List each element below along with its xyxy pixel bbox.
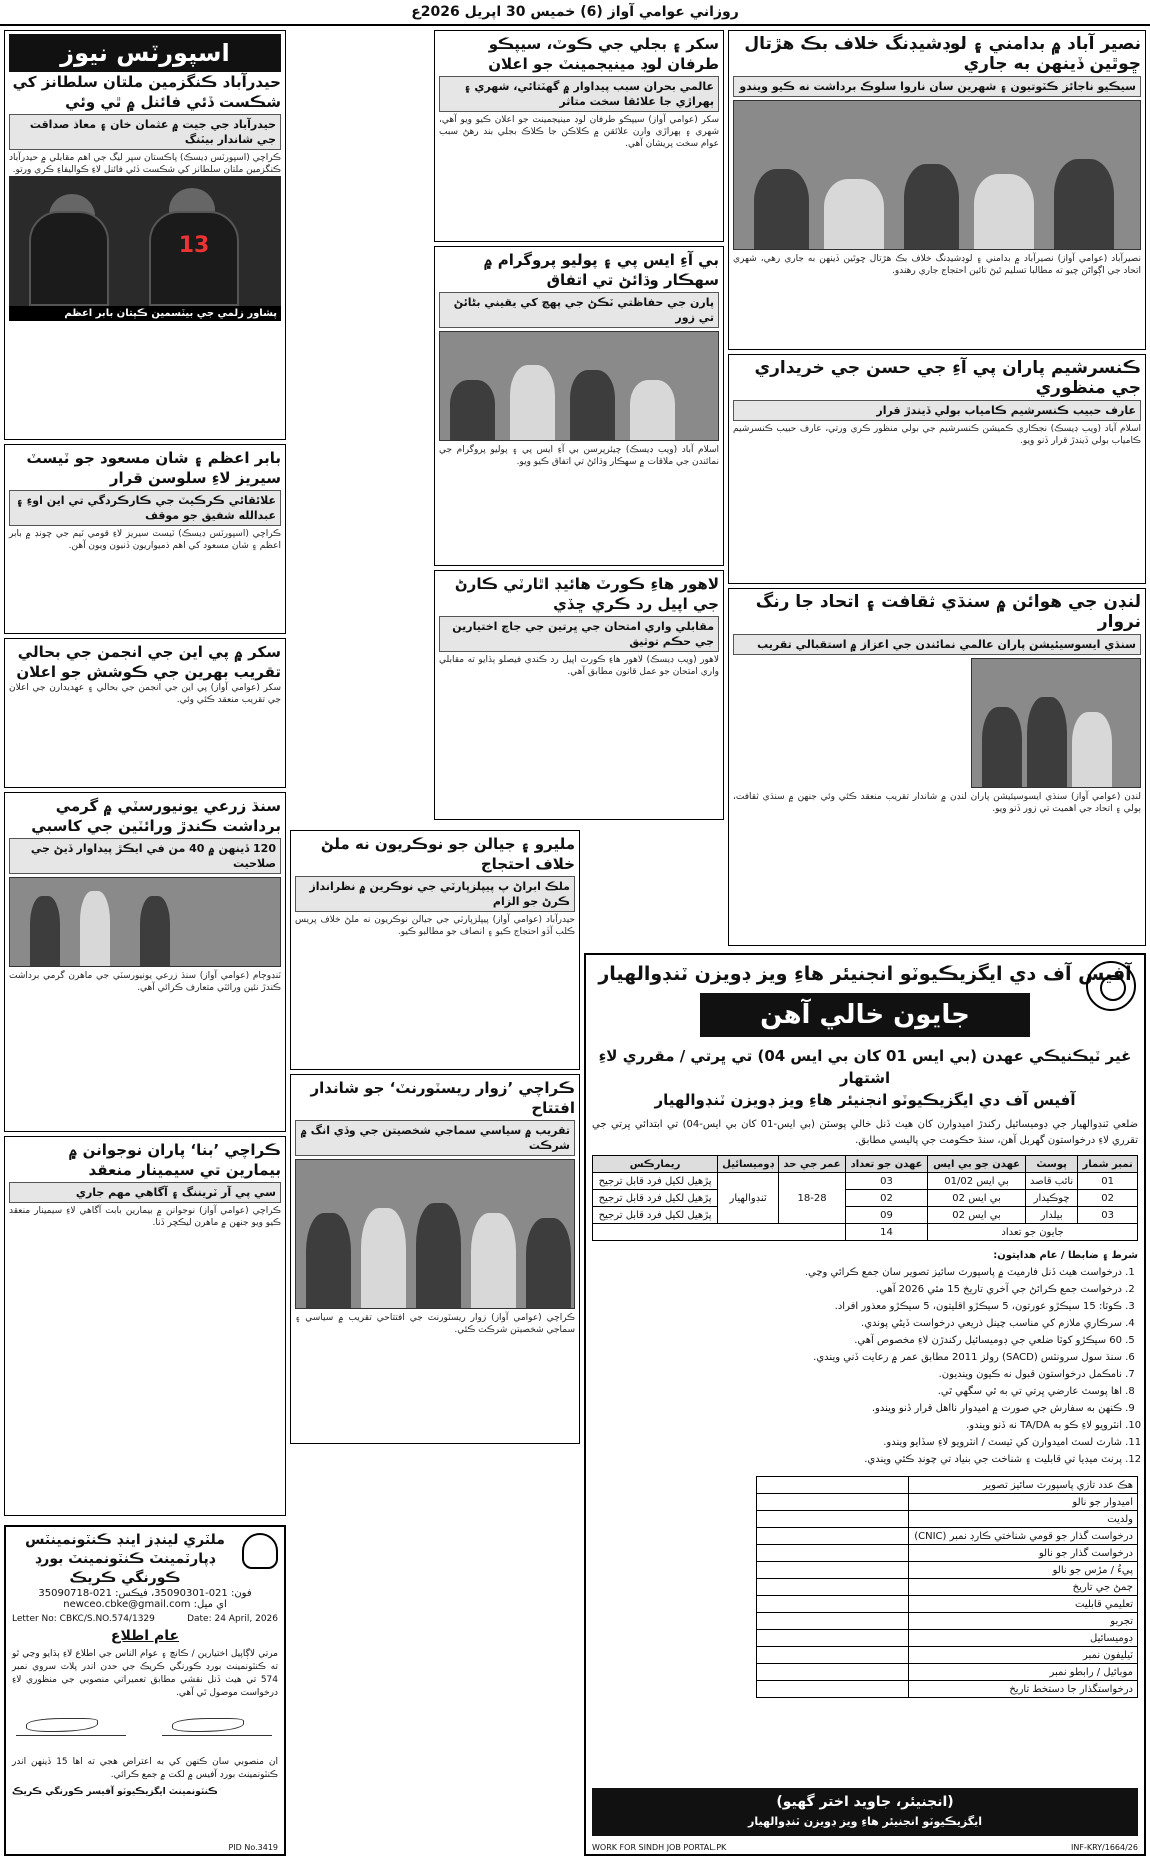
form-field-label: ٽيليفون نمبر [909,1647,1138,1664]
form-row [756,1494,1137,1511]
form-field-label: ولديت [909,1511,1138,1528]
news-story [4,444,286,634]
notice-header: ملٽري لينڊز اينڊ ڪنٽونمينٽس ڊپارٽمينٽ ڪنٽونمينٽ بورڊ ڪورنگي ڪريڪ [25,1532,225,1586]
signature-icon [16,1714,126,1736]
form-field-label: درخواست گذار جو قومي شناختي ڪارڊ نمبر (CNIC) [909,1528,1138,1545]
left-column [4,30,286,1520]
notice-body: مرتي لاڳاپيل اختيارين / ڪانچ ۽ عوام الناس جي اطلاع لاءِ ٻڌايو وڃي ٿو ته ڪنٽونمينٽ بورڊ ڪورنگي ڪريڪ جي حدن اندر پلاٽ سروي نمبر 574 تي هيٺ ڏنل نقشي مطابق تعميراتي منصوبي جي منظوري لاءِ درخواست موصول ٿي آهي. [12,1649,278,1698]
table-cell: 03 [1078,1207,1138,1224]
story-body: اسلام آباد (ويب ڊيسڪ) نجڪاري ڪميشن ڪنسرشيم جي بولي منظور ڪري ورتي، عارف حبيب ڪنسرشيم ڪامياب بولي ڏيندڙ قرار ڏنو ويو. [733,424,1141,446]
ad-office-subtitle: آفيس آف دي ايگزيڪيوٽو انجنيئر هاءِ ويز ڊويزن ٽنڊوالهيار [654,1091,1076,1109]
news-photo [733,100,1141,250]
form-row [756,1511,1137,1528]
notice-objection: ان منصوبي سان ڪنهن کي به اعتراض هجي ته اها 15 ڏينهن اندر ڪنٽونمينٽ بورڊ آفيس ۾ لکت ۾ جمع ڪرائي. [12,1757,278,1780]
term-item: 10. انٽرويو لاءِ ڪو به TA/DA نه ڏنو ويندو. [592,1417,1122,1434]
job-portal-logo: WORK FOR SINDH JOB PORTAL.PK [592,1843,727,1852]
subheadline: حيدرآباد جي جيت ۾ عثمان خان ۽ معاذ صداقت جي شاندار بيٽنگ [9,114,281,150]
table-header: عهدن جو تعداد [845,1156,927,1173]
subheadline: علائقائي ڪرڪيٽ جي ڪارڪردگي تي اين اوءِ ۽ عبدالله شفيق جو موقف [9,490,281,526]
letter-number: Letter No: CBKC/S.NO.574/1329 [12,1614,155,1624]
term-item: 4. سرڪاري ملازم کي مناسب چينل ذريعي درخواست ڏيڻي پوندي. [592,1315,1122,1332]
form-row [756,1664,1137,1681]
story-body: ڪراچي (عوامي آواز) زوار ريسٽورنٽ جي افتتاحي تقريب ۾ سياسي ۽ سماجي شخصيتن شرڪت ڪئي. [295,1313,575,1335]
form-row [756,1596,1137,1613]
form-field-label: درخواستگذار جا دستخط تاريخ [909,1681,1138,1698]
table-header: ريمارڪس [593,1156,718,1173]
table-row [593,1207,1138,1224]
terms-section [592,1247,1138,1468]
table-cell: بيلدار [1025,1207,1077,1224]
table-total-row [593,1224,1138,1241]
term-item: 11. شارٽ لسٽ اميدوارن کي ٽيسٽ / انٽرويو لاءِ سڏايو ويندو. [592,1434,1122,1451]
headline: سنڌ زرعي يونيورسٽي ۾ گرمي برداشت ڪندڙ ورائٽين جي کاسبي [31,797,281,835]
term-item: 7. نامڪمل درخواستون قبول نه ڪيون وينديون. [592,1366,1122,1383]
news-story [434,30,724,242]
ad-intro: ضلعي ٽنڊوالهيار جي ڊوميسائيل رکندڙ اميدوارن کان هيٺ ڏنل خالي پوسٽن (بي ايس-01 کان بي ايس-04) تي ابتدائي ڀرتي جي تقرري لاءِ درخواستون گهربل آهن، سنڌ حڪومت جي پاليسي مطابق. [592,1119,1138,1146]
term-item: 12. پرنٽ ميڊيا تي قابليت ۽ شناخت جي بنياد تي چونڊ ڪئي ويندي. [592,1451,1122,1468]
ad-office-title: آفيس آف دي ايگزيڪيوٽو انجنيئر هاءِ ويز ڊويزن ٽنڊوالهيار [598,963,1132,985]
headline: نصير آباد ۾ بدامني ۽ لوڊشيڊنگ خلاف بڪ هڙتال ڇوٿين ڏينهن به جاري [744,34,1141,74]
table-cell: 03 [845,1173,927,1190]
masthead: روزاني عوامي آواز (6) خميس 30 اپريل 2026ع [0,0,1150,26]
signatures [12,1706,278,1750]
headline: بابر اعظم ۽ شان مسعود جو ٽيسٽ سيريز لاءِ سلوسن قرار [26,449,281,487]
term-item: 1. درخواست هيٺ ڏنل فارميٽ ۾ پاسپورٽ سائيز تصوير سان جمع ڪرائي وڃي. [592,1264,1122,1281]
table-cell [593,1224,846,1241]
news-story [290,830,580,1070]
form-field-label: تجربو [909,1613,1138,1630]
form-row [756,1477,1137,1494]
term-item: 8. اها پوسٽ عارضي ڀرتي تي به ٿي سگهي ٿي. [592,1383,1122,1400]
table-header: نمبر شمار [1078,1156,1138,1173]
middle-lower-column [290,830,580,1448]
signatory-name: (انجنيئر، جاويد اختر گهيو) [776,1794,954,1810]
news-photo [295,1159,575,1309]
table-cell: پڙهيل لکيل فرد قابل ترجيح [593,1207,718,1224]
headline: ڪنسرشيم پاران پي آءِ جي حسن جي خريداري جي منظوري [754,358,1141,398]
table-cell: 09 [845,1207,927,1224]
table-cell: 02 [845,1190,927,1207]
notice-signatory: ڪنٽونمينٽ ايگزيڪيوٽو آفيسر ڪورنگي ڪريڪ [12,1787,218,1797]
subheadline: سي پي آر ٽريننگ ۽ آگاهي مهم جاري [9,1182,281,1203]
form-row [756,1647,1137,1664]
table-cell: بي ايس 01/02 [928,1173,1026,1190]
story-body: حيدرآباد (عوامي آواز) پيپلزپارٽي جي جيالن نوڪريون نه ملڻ خلاف پريس ڪلب آڏو احتجاج ڪيو ۽ انصاف جو مطالبو ڪيو. [295,915,575,937]
subheadline: 120 ڏينهن ۾ 40 من في ايڪڙ پيداوار ڏيڻ جي صلاحيت [9,838,281,874]
form-field-label: موبائيل / رابطو نمبر [909,1664,1138,1681]
news-story [290,1074,580,1444]
pid-number: PID No.3419 [228,1843,278,1852]
story-body: سکر (عوامي آواز) پي اين جي انجمن جي بحالي ۽ عهديدارن جي اعلان جي تقريب منعقد ڪئي وئي. [9,683,281,705]
table-cell: 01 [1078,1173,1138,1190]
table-cell: پڙهيل لکيل فرد قابل ترجيح [593,1190,718,1207]
subheadline: سنڌي ايسوسيئيشن پاران عالمي نمائندن جي اعزاز ۾ استقبالي تقريب [733,634,1141,655]
ad-subhead: غير ٽيڪنيڪي عهدن (بي ايس 01 کان بي ايس 04) تي ڀرتي / مقرري لاءِ اشتهار [598,1047,1132,1087]
headline: حيدرآباد ڪنگزمين ملتان سلطانز کي شڪست ڏئي فائنل ۾ ٿي وئي [12,73,281,111]
subheadline: تقريب ۾ سياسي سماجي شخصيتن جي وڏي انگ ۾ شرڪت [295,1120,575,1156]
sports-photo [9,176,281,306]
table-cell: بي ايس 02 [928,1190,1026,1207]
subheadline: سيڪيو ناجائز ڪٽوتيون ۽ شهرين سان ناروا سلوڪ برداشت نه ڪيو ويندو [733,76,1141,97]
headline: سکر ۾ پي اين جي انجمن جي بحالي تقريب بهرين جي ڪوشش جو اعلان [16,643,281,681]
story-body: سکر (عوامي آواز) سيپڪو طرفان لوڊ مينيجمينٽ جو اعلان ڪيو ويو آهي، شهري ۽ ٻهراڙي وارن علائقن ۾ ڪلاڪن جا ڪلاڪ بجلي بند رهڻ سبب عوام سخت پريشان آهي. [439,115,719,149]
news-story [434,246,724,566]
form-field-label: ڄمڻ جي تاريخ [909,1579,1138,1596]
news-story [728,354,1146,584]
signatory-title: ايگزيڪيوٽو انجنيئر هاءِ ويز ڊويزن ٽنڊوالهيار [748,1815,982,1828]
sports-section [4,30,286,440]
term-item: 9. ڪنهن به سفارش جي صورت ۾ اميدوار نااهل قرار ڏنو ويندو. [592,1400,1122,1417]
notice-date: Date: 24 April, 2026 [187,1614,278,1624]
table-cell: چوڪيدار [1025,1190,1077,1207]
story-body: ڪراچي (اسپورٽس ڊيسڪ) پاڪستان سپر ليگ جي اهم مقابلي ۾ حيدرآباد ڪنگزمين ملتان سلطانز کي شڪست ڏئي فائنل لاءِ ڪواليفاءِ ڪري ورتو. [9,153,281,175]
subheadline: عارف حبيب ڪنسرشيم ڪامياب بولي ڏيندڙ قرار [733,400,1141,421]
news-story [728,588,1146,946]
subheadline: ملڪ ابراڻ پ پيپلزپارٽي جي نوڪرين ۾ نظرانداز ڪرڻ جو الزام [295,876,575,912]
notice-title: عام اطلاع [110,1628,180,1644]
ad-banner: جايون خالي آهن [700,993,1030,1037]
form-field-label: ڊوميسائيل [909,1630,1138,1647]
term-item: 5. 60 سيڪڙو کوٽا ضلعي جي ڊوميسائيل رکندڙن لاءِ مخصوص آهي. [592,1332,1122,1349]
form-row [756,1681,1137,1698]
headline: ڪراچي ’بنا‘ پاران نوجوانن ۾ بيمارين تي سيمينار منعقد [68,1141,281,1179]
headline: مليرو ۽ جيالن جو نوڪريون نه ملڻ خلاف احتجاج [320,835,575,873]
table-row [593,1190,1138,1207]
form-row [756,1613,1137,1630]
table-header: عهدن جو بي ايس [928,1156,1026,1173]
middle-column [434,30,724,824]
table-row [593,1173,1138,1190]
application-form-table [756,1476,1138,1698]
jersey-number: 13 [149,211,239,306]
news-story [4,1136,286,1516]
story-body: لاهور (ويب ڊيسڪ) لاهور هاءِ ڪورٽ اپيل رد ڪندي فيصلو ٻڌايو ته مقابلي واري امتحان جو عمل قانون مطابق آهي. [439,655,719,677]
cantonment-notice [4,1525,286,1856]
posts-table [592,1155,1138,1241]
news-story [728,30,1146,350]
notice-phone: فون: 021-35090301، فيڪس: 021-35090718 [38,1588,252,1599]
story-body: ڪراچي (عوامي آواز) نوجوانن ۾ بيمارين بابت آگاهي لاءِ سيمينار منعقد ڪيو ويو جنهن ۾ ماهرن ليڪچر ڏنا. [9,1206,281,1228]
form-field-label: پيءُ / مڙس جو نالو [909,1562,1138,1579]
headline: لنڊن جي هوائن ۾ سنڌي ثقافت ۽ اتحاد جا رنگ نروار [755,592,1141,632]
story-body: ڪراچي (اسپورٽس ڊيسڪ) ٽيسٽ سيريز لاءِ قومي ٽيم جي چونڊ ۾ بابر اعظم ۽ شان مسعود کي اهم ذميواريون ڏنيون ويون آهن. [9,529,281,551]
table-cell: نائب قاصد [1025,1173,1077,1190]
news-photo [439,331,719,441]
subheadline: عالمي بحران سبب پيداوار ۾ گهٽتائي، شهري ۽ ٻهراڙي جا علائقا سخت متاثر [439,76,719,112]
form-field-label: درخواست گذار جو نالو [909,1545,1138,1562]
signature-icon [162,1714,272,1736]
terms-title: شرط ۽ ضابطا / عام هدايتون: [993,1250,1138,1261]
form-row [756,1579,1137,1596]
form-field-label: هڪ عدد تازي پاسپورٽ سائيز تصوير [909,1477,1138,1494]
subheadline: مقابلي واري امتحان جي ڀرتين جي جاچ اختيارين جي حڪم توثيق [439,616,719,652]
table-cell: بي ايس 02 [928,1207,1026,1224]
term-item: 2. درخواست جمع ڪرائڻ جي آخري تاريخ 15 مئي 2026 آهي. [592,1281,1122,1298]
recruitment-advertisement [584,953,1146,1856]
news-story [434,570,724,820]
notice-email: اي ميل: newceo.cbke@gmail.com [63,1599,227,1610]
form-row [756,1562,1137,1579]
subheadline: پارن جي حفاظتي ٽڪڻ جي پهچ کي يقيني بڻائڻ تي زور [439,292,719,328]
notice-meta [12,1614,278,1624]
cantonment-logo-icon [242,1533,278,1569]
headline: بي آءِ ايس پي ۽ پوليو پروگرام ۾ سهڪار وڌائڻ تي اتفاق [483,251,719,289]
photo-caption: پشاور زلمي جي بيٽسمين ڪپتان بابر اعظم [9,306,281,321]
table-header: ڊوميسائيل [718,1156,779,1173]
notice-footer [12,1843,278,1852]
headline: ڪراچي ’زوار ريسٽورنٽ‘ جو شاندار افتتاح [310,1079,575,1117]
table-cell: 02 [1078,1190,1138,1207]
right-column [728,30,1146,950]
ad-footer [592,1843,1138,1852]
table-header: عمر جي حد [779,1156,846,1173]
table-header-row [593,1156,1138,1173]
table-cell: ٽنڊوالهيار [718,1173,779,1224]
news-story [4,638,286,788]
signatory-block [592,1788,1138,1836]
story-body: اسلام آباد (ويب ڊيسڪ) چيئرپرسن بي آءِ ايس پي ۽ پوليو پروگرام جي نمائندن جي ملاقات ۾ سهڪار وڌائڻ تي اتفاق ڪيو ويو. [439,445,719,467]
news-story [4,792,286,1132]
story-body: نصيرآباد (عوامي آواز) نصيرآباد ۾ بدامني ۽ لوڊشيڊنگ خلاف بڪ هڙتال ڇوٿين ڏينهن به جاري رهي، شهري اتحاد جي اڳواڻن چيو ته مطالبا تسليم ٿيڻ تائين احتجاج جاري رهندو. [733,254,1141,276]
headline: لاهور هاءِ ڪورٽ هائيڊ اٿارٽي ڪارڻ جي اپيل رد ڪري ڇڏي [454,575,719,613]
table-cell: 18-28 [779,1173,846,1224]
table-header: پوسٽ [1025,1156,1077,1173]
term-item: 6. سنڌ سول سرونٽس (SACD) رولز 2011 مطابق عمر ۾ رعايت ڏني ويندي. [592,1349,1122,1366]
story-body: ٽنڊوڄام (عوامي آواز) سنڌ زرعي يونيورسٽي جي ماهرن گرمي برداشت ڪندڙ نئين ورائٽي متعارف ڪرائي آهي. [9,971,281,993]
sports-banner: اسپورٽس نيوز [9,34,281,72]
news-photo [971,658,1141,788]
ad-ref-number: INF-KRY/1664/26 [1071,1843,1138,1852]
news-photo [9,877,281,967]
term-item: 3. ڪوٽا: 15 سيڪڙو عورتون، 5 سيڪڙو اقليتون، 5 سيڪڙو معذور افراد. [592,1298,1122,1315]
form-row [756,1528,1137,1545]
form-row [756,1630,1137,1647]
total-label: جايون جو تعداد [928,1224,1138,1241]
headline: سکر ۽ بجلي جي ڪوٽ، سيپڪو طرفان لوڊ مينيجمينٽ جو اعلان [488,35,719,73]
table-cell: پڙهيل لکيل فرد قابل ترجيح [593,1173,718,1190]
form-row [756,1545,1137,1562]
form-field-label: تعليمي قابليت [909,1596,1138,1613]
government-seal-icon [1086,961,1136,1011]
form-field-label: اميدوار جو نالو [909,1494,1138,1511]
story-body: لنڊن (عوامي آواز) سنڌي ايسوسيئيشن پاران لنڊن ۾ شاندار تقريب منعقد ڪئي وئي جنهن ۾ سنڌي ثقافت، ٻولي ۽ اتحاد جي اهميت تي زور ڏنو ويو. [733,792,1141,814]
total-value: 14 [845,1224,927,1241]
